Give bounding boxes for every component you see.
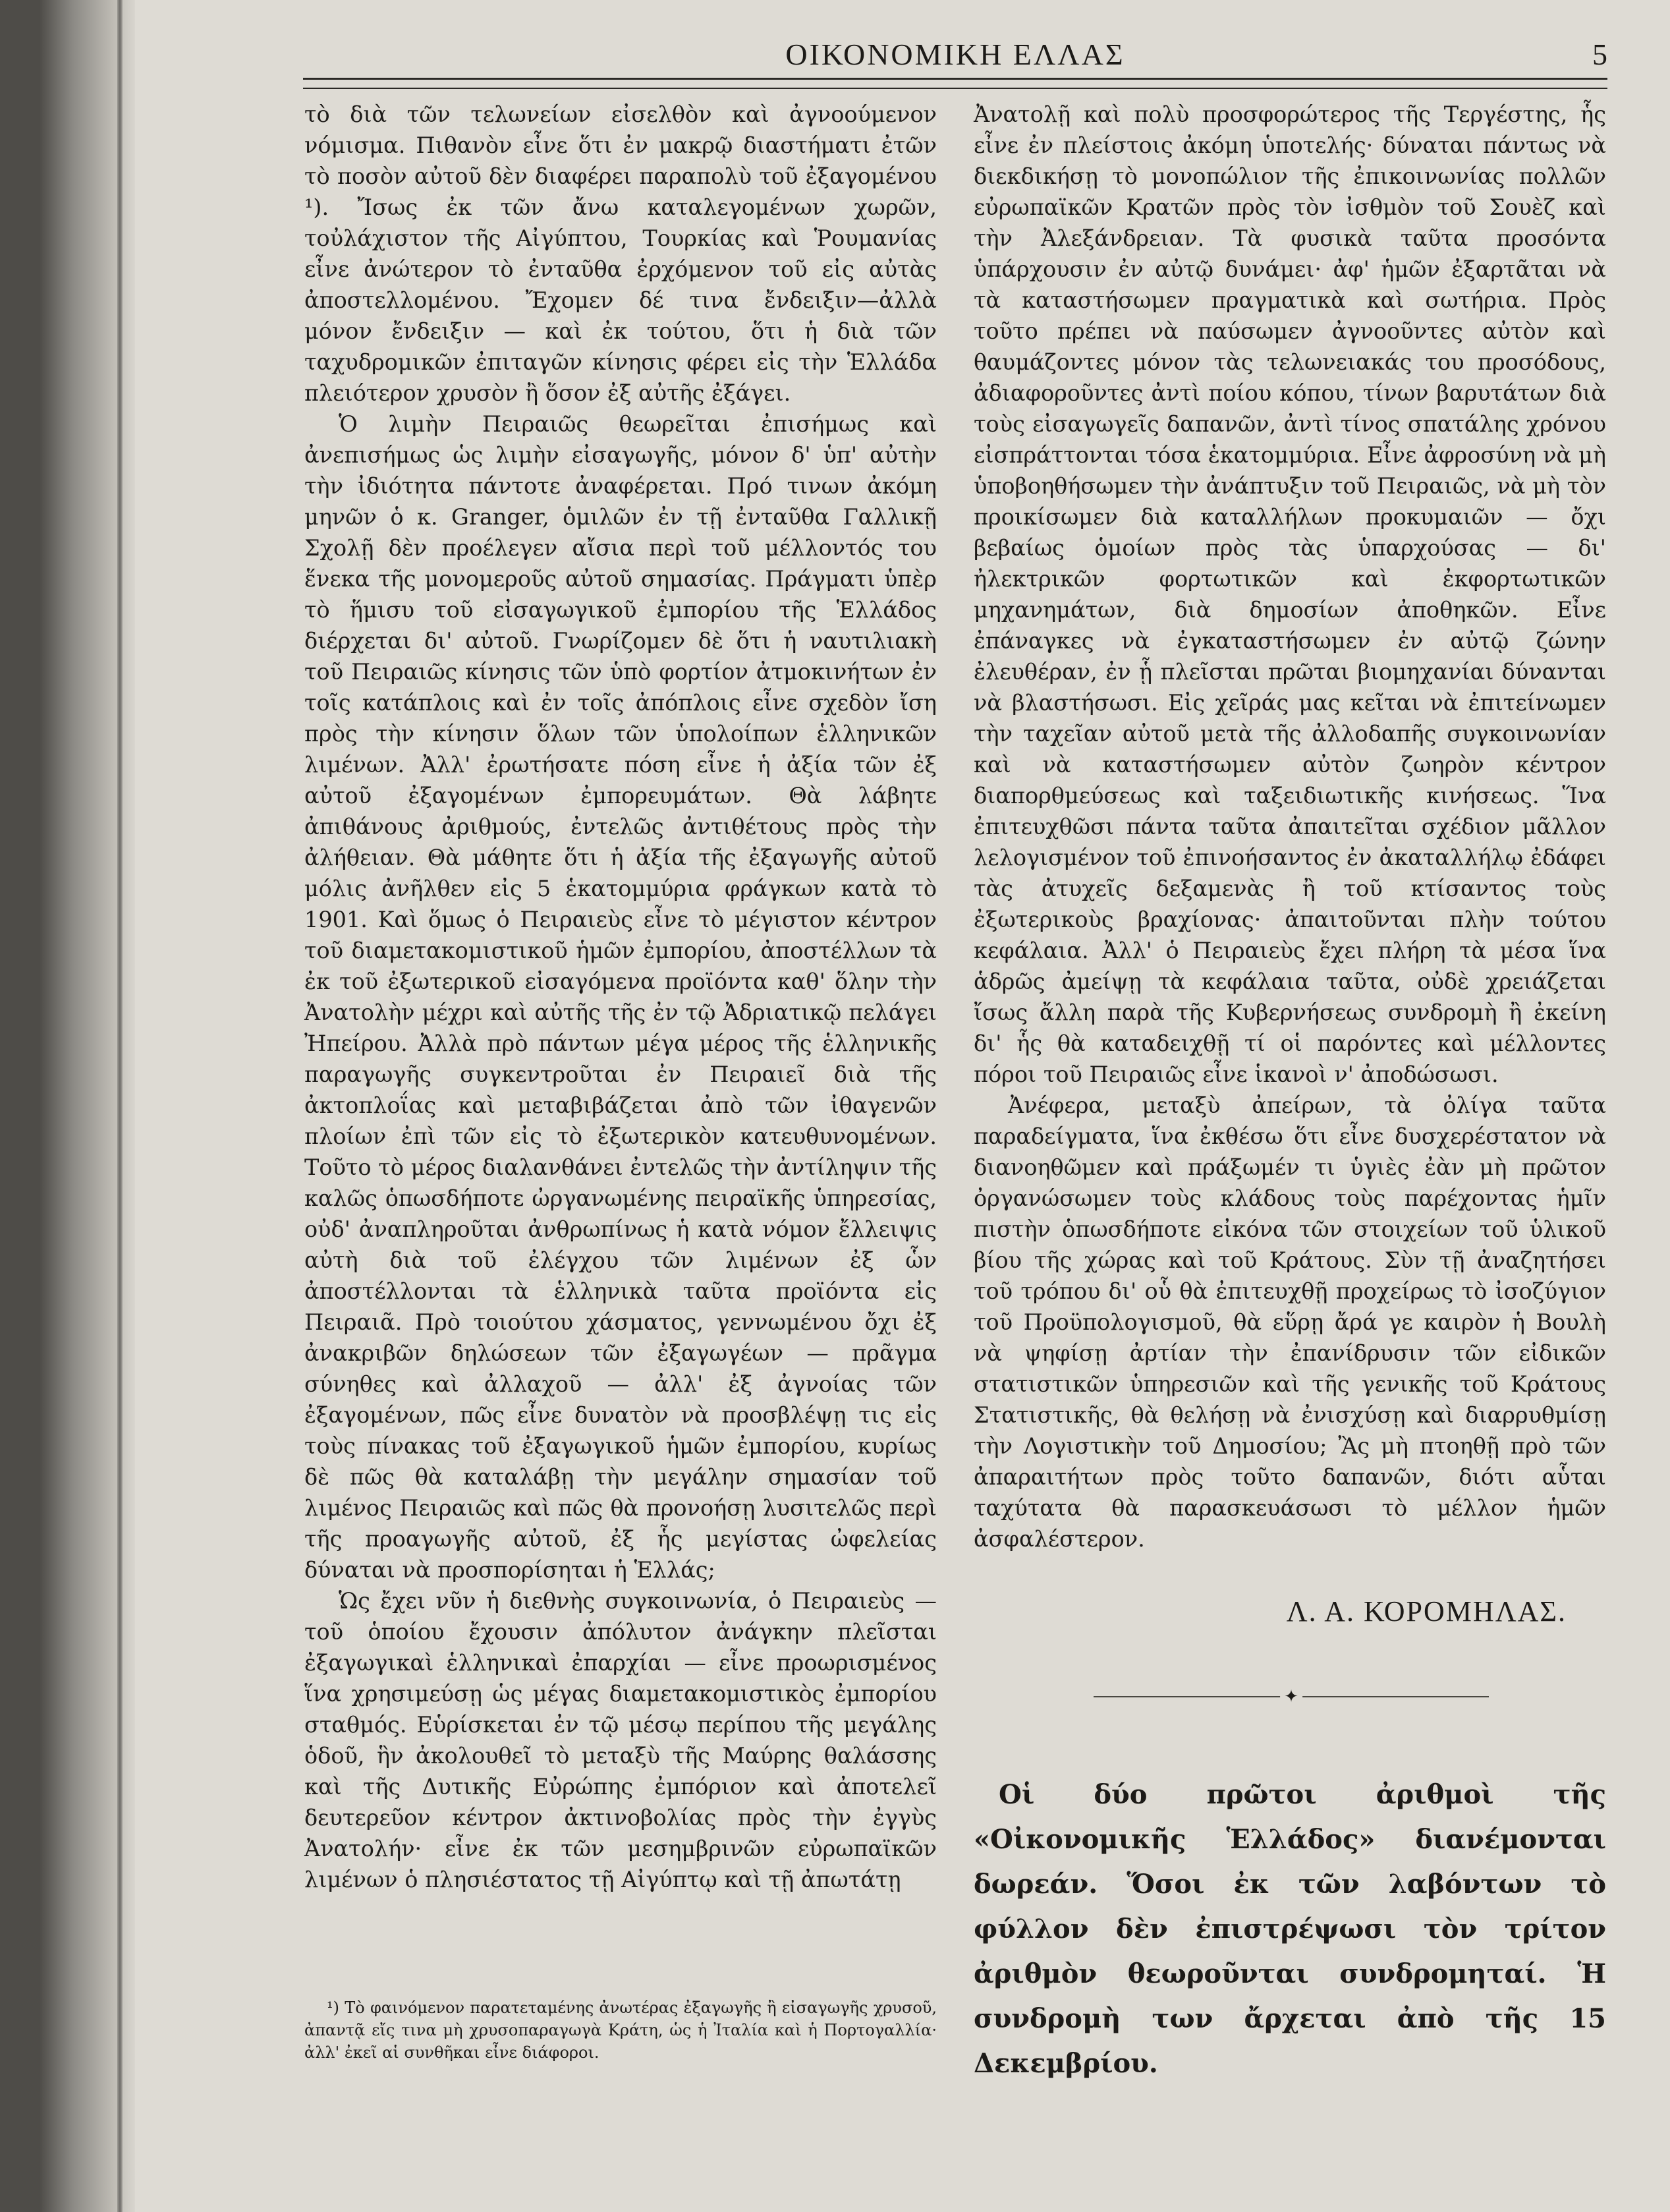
right-paragraph-1: Ἀνατολῇ καὶ πολὺ προσφορώτερος τῆς Τεργέστης, ἧς εἶνε ἐν πλείστοις ἀκόμη ὑποτελής· δύναται πάντως νὰ διεκδικήσῃ τὸ μονοπώλιον τῆς ἐπικοινωνίας πολλῶν εὐρωπαϊκῶν Κρατῶν πρὸς τὸν ἰσθμὸν τοῦ Σουὲζ καὶ τὴν Ἀλεξάνδρειαν. Τὰ φυσικὰ ταῦτα προσόντα ὑπάρχουσιν ἐν αὐτῷ δυνάμει· ἀφ' ἡμῶν ἐξαρτᾶται νὰ τὰ καταστήσωμεν πραγματικὰ καὶ σωτήρια. Πρὸς τοῦτο πρέπει νὰ παύσωμεν ἀγνοοῦντες αὐτὸν καὶ θαυμάζοντες μόνον τὰς τελωνειακάς του προσόδους, ἀδιαφοροῦντες ἀντὶ ποίου κόπου, τίνων βαρυτάτων διὰ τοὺς εἰσαγωγεῖς δαπανῶν, ἀντὶ τίνος σπατάλης χρόνου εἰσπράττονται τόσα ἑκατομμύρια. Εἶνε ἀφροσύνη νὰ μὴ ὑποβοηθήσωμεν τὴν ἀνάπτυξιν τοῦ Πειραιῶς, νὰ μὴ τὸν προικίσωμεν διὰ καταλλήλων προκυμαιῶν — ὄχι βεβαίως ὁμοίων πρὸς τὰς ὑπαρχούσας — δι' ἠλεκτρικῶν φορτωτικῶν καὶ ἐκφορτωτικῶν μηχανημάτων, διὰ δημοσίων ἀποθηκῶν. Εἶνε ἐπάναγκες νὰ ἐγκαταστήσωμεν ἐν αὐτῷ ζώνην ἐλευθέραν, ἐν ᾗ πλεῖσται πρῶται βιομηχανίαι δύνανται νὰ βλαστήσωσι. Εἰς χεῖράς μας κεῖται νὰ ἐπιτείνωμεν τὴν ταχεῖαν αὐτοῦ μετὰ τῆς ἀλλοδαπῆς συγκοινωνίαν καὶ νὰ καταστήσωμεν αὐτὸν ζωηρὸν κέντρον διαπορθμεύσεως καὶ ταξειδιωτικῆς κινήσεως. Ἵνα ἐπιτευχθῶσι πάντα ταῦτα ἀπαιτεῖται σχέδιον μᾶλλον λελογισμένον τοῦ ἐπινοήσαντος ἐν ἀκαταλλήλῳ ἐδάφει τὰς ἀτυχεῖς δεξαμενὰς ἢ τοῦ κτίσαντος τοὺς ἐξωτερικοὺς βραχίονας· ἀπαιτοῦνται πλὴν τούτου κεφάλαια. Ἀλλ' ὁ Πειραιεὺς ἔχει πλήρη τὰ μέσα ἵνα ἁδρῶς ἀμείψῃ τὰ κεφάλαια ταῦτα, οὐδὲ χρειάζεται ἴσως ἄλλη παρὰ τῆς Κυβερνήσεως συνδρομὴ ἢ ἐκείνη δι' ἧς θὰ καταδειχθῇ τί οἱ παρόντες καὶ μέλλοντες πόροι τοῦ Πειραιῶς εἶνε ἱκανοὶ ν' ἀποδώσωσι. xyxy=(974,101,1606,1087)
left-paragraph-2: Ὁ λιμὴν Πειραιῶς θεωρεῖται ἐπισήμως καὶ ἀνεπισήμως ὡς λιμὴν εἰσαγωγῆς, μόνον δ' ὑπ' αὐτὴν τὴν ἰδιότητα πάντοτε ἀναφέρεται. Πρό τινων ἀκόμη μηνῶν ὁ κ. Granger, ὁμιλῶν ἐν τῇ ἐνταῦθα Γαλλικῇ Σχολῇ δὲν προέλεγεν αἴσια περὶ τοῦ μέλλοντός του ἕνεκα τῆς μονομεροῦς αὐτοῦ σημασίας. Πράγματι ὑπὲρ τὸ ἥμισυ τοῦ εἰσαγωγικοῦ ἐμπορίου τῆς Ἑλλάδος διέρχεται δι' αὐτοῦ. Γνωρίζομεν δὲ ὅτι ἡ ναυτιλιακὴ τοῦ Πειραιῶς κίνησις τῶν ὑπὸ φορτίον ἀτμοκινήτων ἐν τοῖς κατάπλοις καὶ ἐν τοῖς ἀπόπλοις εἶνε σχεδὸν ἴση πρὸς τὴν κίνησιν ὅλων τῶν ὑπολοίπων ἑλληνικῶν λιμένων. Ἀλλ' ἐρωτήσατε πόση εἶνε ἡ ἀξία τῶν ἐξ αὐτοῦ ἐξαγομένων ἐμπορευμάτων. Θὰ λάβητε ἀπιθάνους ἀριθμούς, ἐντελῶς ἀντιθέτους πρὸς τὴν ἀλήθειαν. Θὰ μάθητε ὅτι ἡ ἀξία τῆς ἐξαγωγῆς αὐτοῦ μόλις ἀνῆλθεν εἰς 5 ἑκατομμύρια φράγκων κατὰ τὸ 1901. Καὶ ὅμως ὁ Πειραιεὺς εἶνε τὸ μέγιστον κέντρον τοῦ διαμετακομιστικοῦ ἡμῶν ἐμπορίου, ἀποστέλλων τὰ ἐκ τοῦ ἐξωτερικοῦ εἰσαγόμενα προϊόντα καθ' ὅλην τὴν Ἀνατολὴν μέχρι καὶ αὐτῆς τῆς ἐν τῷ Ἀδριατικῷ πελάγει Ἠπείρου. Ἀλλὰ πρὸ πάντων μέγα μέρος τῆς ἑλληνικῆς παραγωγῆς συγκεντροῦται ἐν Πειραιεῖ διὰ τῆς ἀκτοπλοΐας καὶ μεταβιβάζεται ἀπὸ τῶν ἰθαγενῶν πλοίων ἐπὶ τῶν εἰς τὸ ἐξωτερικὸν κατευθυνομένων. Τοῦτο τὸ μέρος διαλανθάνει ἐντελῶς τὴν ἀντίληψιν τῆς καλῶς ὁπωσδήποτε ὠργανωμένης πειραϊκῆς ὑπηρεσίας, οὐδ' ἀναπληροῦται ἀνθρωπίνως ἡ κατὰ νόμον ἔλλειψις αὐτὴ διὰ τοῦ ἐλέγχου τῶν λιμένων ἐξ ὧν ἀποστέλλονται τὰ ἑλληνικὰ ταῦτα προϊόντα εἰς Πειραιᾶ. Πρὸ τοιούτου χάσματος, γεννωμένου ὄχι ἐξ ἀνακριβῶν δηλώσεων τῶν ἐξαγωγέων — πρᾶγμα σύνηθες καὶ ἀλλαχοῦ — ἀλλ' ἐξ ἀγνοίας τῶν ἐξαγομένων, πῶς εἶνε δυνατὸν νὰ προσβλέψῃ τις εἰς τοὺς πίνακας τοῦ ἐξαγωγικοῦ ἡμῶν ἐμπορίου, κυρίως δὲ πῶς θὰ καταλάβῃ τὴν μεγάλην σημασίαν τοῦ λιμένος Πειραιῶς καὶ πῶς θὰ προνοήσῃ λυσιτελῶς περὶ τῆς προαγωγῆς αὐτοῦ, ἐξ ἧς μεγίστας ὠφελείας δύναται νὰ προσπορίσηται ἡ Ἑλλάς; xyxy=(304,411,937,1583)
page-header xyxy=(303,37,1607,76)
divider-ornament-icon: ✦ xyxy=(1280,1688,1302,1705)
page-number: 5 xyxy=(1592,38,1607,71)
right-column xyxy=(974,99,1606,1554)
left-column xyxy=(304,99,937,1895)
right-paragraph-2: Ἀνέφερα, μεταξὺ ἀπείρων, τὰ ὀλίγα ταῦτα παραδείγματα, ἵνα ἐκθέσω ὅτι εἶνε δυσχερέστατον νὰ διανοηθῶμεν καὶ πράξωμέν τι ὑγιὲς ἐὰν μὴ πρῶτον ὀργανώσωμεν τοὺς κλάδους τοὺς παρέχοντας ἡμῖν πιστὴν ὁπωσδήποτε εἰκόνα τῶν στοιχείων τοῦ ὑλικοῦ βίου τῆς χώρας καὶ τοῦ Κράτους. Σὺν τῇ ἀναζητήσει τοῦ τρόπου δι' οὗ θὰ ἐπιτευχθῇ προχείρως τὸ ἰσοζύγιον τοῦ Προϋπολογισμοῦ, θὰ εὕρῃ ἄρά γε καιρὸν ἡ Βουλὴ νὰ ψηφίσῃ ἀρτίαν τὴν ἐπανίδρυσιν τῶν εἰδικῶν στατιστικῶν ὑπηρεσιῶν καὶ τῆς γενικῆς τοῦ Κράτους Στατιστικῆς, θὰ θελήσῃ νὰ ἐνισχύσῃ καὶ διαρρυθμίσῃ τὴν Λογιστικὴν τοῦ Δημοσίου; Ἂς μὴ πτοηθῇ πρὸ τῶν ἀπαραιτήτων πρὸς τοῦτο δαπανῶν, διότι αὗται ταχύτατα θὰ παρασκευάσωσι τὸ μέλλον ἡμῶν ἀσφαλέστερον. xyxy=(974,1092,1606,1552)
left-paragraph-3: Ὡς ἔχει νῦν ἡ διεθνὴς συγκοινωνία, ὁ Πειραιεὺς — τοῦ ὁποίου ἔχουσιν ἀπόλυτον ἀνάγκην πλεῖσται ἐξαγωγικαὶ ἑλληνικαὶ ἐπαρχίαι — εἶνε προωρισμένος ἵνα χρησιμεύσῃ ὡς μέγας διαμετακομιστικὸς ἐμπορίου σταθμός. Εὑρίσκεται ἐν τῷ μέσῳ περίπου τῆς μεγάλης ὁδοῦ, ἣν ἀκολουθεῖ τὸ μεταξὺ τῆς Μαύρης θαλάσσης καὶ τῆς Δυτικῆς Εὐρώπης ἐμπόριον καὶ ἀποτελεῖ δευτερεῦον κέντρον ἀκτινοβολίας πρὸς τὴν ἐγγὺς Ἀνατολήν· εἶνε ἐκ τῶν μεσημβρινῶν εὐρωπαϊκῶν λιμένων ὁ πλησιέστατος τῇ Αἰγύπτῳ καὶ τῇ ἀπωτάτῃ xyxy=(304,1588,937,1892)
footnote: ¹) Τὸ φαινόμενον παρατεταμένης ἀνωτέρας ἐξαγωγῆς ἢ εἰσαγωγῆς χρυσοῦ, ἀπαντᾷ εἴς τινα μὴ χρυσοπαραγωγὰ Κράτη, ὡς ἡ Ἰταλία καὶ ἡ Πορτογαλλία· ἀλλ' ἐκεῖ αἱ συνθῆκαι εἶνε διάφοροι. xyxy=(304,1999,937,2062)
section-divider xyxy=(1094,1687,1489,1707)
left-paragraph-1: τὸ διὰ τῶν τελωνείων εἰσελθὸν καὶ ἀγνοούμενον νόμισμα. Πιθανὸν εἶνε ὅτι ἐν μακρῷ διαστήματι ἐτῶν τὸ ποσὸν αὐτοῦ δὲν διαφέρει παραπολὺ τοῦ ἐξαγομένου ¹). Ἴσως ἐκ τῶν ἄνω καταλεγομένων χωρῶν, τοὐλάχιστον τῆς Αἰγύπτου, Τουρκίας καὶ Ῥουμανίας εἶνε ἀνώτερον τὸ ἐνταῦθα ἐρχόμενον τοῦ εἰς αὐτὰς ἀποστελλομένου. Ἔχομεν δέ τινα ἔνδειξιν—ἀλλὰ μόνον ἔνδειξιν — καὶ ἐκ τούτου, ὅτι ἡ διὰ τῶν ταχυδρομικῶν ἐπιταγῶν κίνησις φέρει εἰς τὴν Ἑλλάδα πλειότερον χρυσὸν ἢ ὅσον ἐξ αὐτῆς ἐξάγει. xyxy=(304,101,937,406)
author-signature: Λ. Α. ΚΟΡΟΜΗΛΑΣ. xyxy=(1286,1595,1567,1628)
binding-gutter xyxy=(0,0,135,2212)
binding-edge xyxy=(117,0,123,2212)
header-rule xyxy=(303,78,1607,89)
running-title: ΟΙΚΟΝΟΜΙΚΗ ΕΛΛΑΣ xyxy=(785,38,1125,71)
subscription-notice: Οἱ δύο πρῶτοι ἀριθμοὶ τῆς «Οἰκονομικῆς Ἑλλάδος» διανέμονται δωρεάν. Ὅσοι ἐκ τῶν λαβόντων τὸ φύλλον δὲν ἐπιστρέψωσι τὸν τρίτον ἀριθμὸν θεωροῦνται συνδρομηταί. Ἡ συνδρομὴ των ἄρχεται ἀπὸ τῆς 15 Δεκεμβρίου. xyxy=(974,1779,1606,2079)
